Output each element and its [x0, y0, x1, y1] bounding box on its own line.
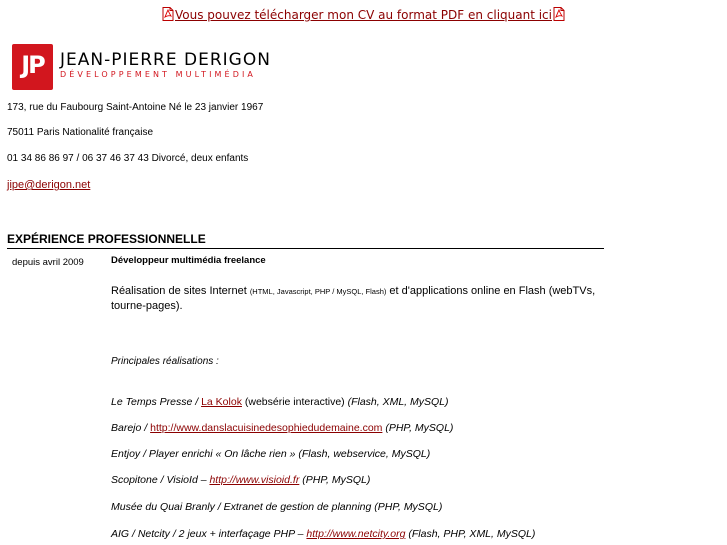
- project-client: Scopitone / VisioId –: [111, 474, 210, 486]
- project-desc: (websérie interactive): [241, 396, 348, 408]
- job-period: depuis avril 2009: [12, 257, 84, 268]
- project-item: [111, 396, 449, 409]
- project-tech: (Flash, PHP, XML, MySQL): [408, 528, 536, 540]
- city-line: 75011 Paris Nationalité française: [7, 127, 154, 138]
- logo-name: JEAN-PIERRE DERIGON: [60, 50, 271, 70]
- job-description: [111, 284, 601, 314]
- desc-text-end: et d'applications online en Flash (webTVs, tourne-pages).: [111, 285, 596, 312]
- projects-heading: Principales réalisations :: [111, 356, 219, 367]
- project-client: Barejo /: [111, 422, 151, 434]
- logo-initials: JP: [21, 51, 44, 79]
- pdf-file-icon[interactable]: [553, 7, 565, 21]
- project-client: AIG / Netcity / 2 jeux + interfaçage PHP –: [111, 528, 307, 540]
- project-tech: (PHP, MySQL): [302, 474, 371, 486]
- desc-tech: (HTML, Javascript, PHP / MySQL, Flash): [249, 287, 387, 296]
- project-tech: (Flash, XML, MySQL): [347, 396, 449, 408]
- project-tech: (PHP, MySQL): [385, 422, 454, 434]
- logo: [12, 44, 312, 90]
- project-client: Entjoy / Player enrichi « On lâche rien » (Flash, webservice, MySQL): [111, 448, 431, 460]
- project-client: Le Temps Presse /: [111, 396, 202, 408]
- email-link[interactable]: jipe@derigon.net: [7, 179, 91, 191]
- desc-text: Réalisation de sites Internet: [111, 285, 250, 297]
- pdf-download-banner: [0, 7, 727, 23]
- pdf-download-link[interactable]: Vous pouvez télécharger mon CV au format PDF en cliquant ici: [175, 8, 552, 22]
- project-item: [111, 474, 370, 487]
- pdf-file-icon[interactable]: [162, 7, 174, 21]
- logo-subtitle: DÉVELOPPEMENT MULTIMÉDIA: [60, 70, 256, 79]
- phone-line: 01 34 86 86 97 / 06 37 46 37 43 Divorcé, deux enfants: [7, 153, 249, 164]
- section-title: EXPÉRIENCE PROFESSIONNELLE: [7, 232, 604, 249]
- project-item: [111, 528, 535, 541]
- project-link[interactable]: http://www.visioid.fr: [209, 474, 300, 486]
- project-link[interactable]: http://www.danslacuisinedesophiedudemaine.com: [150, 422, 383, 434]
- logo-jp-mark: [12, 44, 53, 90]
- project-item: [111, 448, 430, 461]
- project-client: Musée du Quai Branly / Extranet de gestion de planning (PHP, MySQL): [111, 501, 443, 513]
- job-title: Développeur multimédia freelance: [111, 255, 266, 266]
- email-line: [7, 179, 90, 191]
- project-link[interactable]: http://www.netcity.org: [306, 528, 406, 540]
- project-item: [111, 501, 442, 514]
- address-line: 173, rue du Faubourg Saint-Antoine Né le 23 janvier 1967: [7, 102, 264, 113]
- project-link[interactable]: La Kolok: [201, 396, 242, 408]
- project-item: [111, 422, 453, 435]
